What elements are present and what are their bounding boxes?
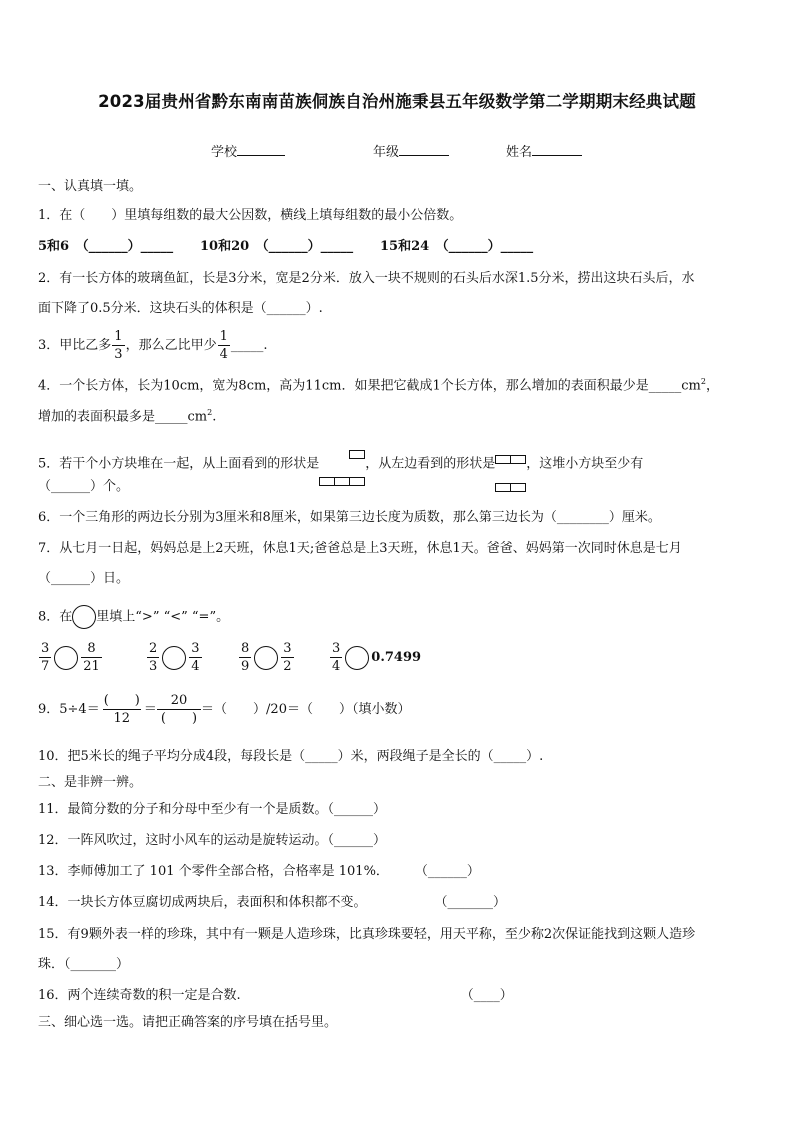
name-label: 姓名 [506,145,533,160]
question-15-line-1: 15．有9颗外表一样的珍珠，其中有一颗是人造珍珠，比真珍珠要轻，用天平称，至少称2次保证能找到这颗人造珍 [38,927,696,942]
question-4-line-1: 4．一个长方体，长为10cm，宽为8cm，高为11cm．如果把它截成1个长方体，那么增加的表面积最少是$\_\_\_\_\_cm^2$， [38,377,719,394]
left-view-shape [495,436,526,492]
question-1-group-2: 10和20 （______）_____ [200,239,354,254]
school-field[interactable] [211,141,285,160]
question-1-group-1: 5和6 （______）_____ [38,239,174,254]
grade-blank[interactable] [399,143,449,156]
question-9: 9．5÷4＝ $\frac{( )}{12}$ ＝ $\frac{20}{( )}$ ＝（ ）/20＝（ ）（填小数） [38,693,411,726]
question-8-pair-4: $\frac{3}{4}$ 0.7499 [332,641,422,674]
school-label: 学校 [211,145,238,160]
question-6: 6．一个三角形的两边长分别为3厘米和8厘米，如果第三边长度为质数，那么第三边长为（________）厘米。 [38,510,661,525]
question-16: 16．两个连续奇数的积一定是合数. （____） [38,988,513,1003]
question-7-line-1: 7．从七月一日起，妈妈总是上2天班，休息1天;爸爸总是上3天班，休息1天。爸爸、妈妈第一次同时休息是七月 [38,541,682,556]
question-4-line-2: 增加的表面积最多是$\_\_\_\_\_cm^2$. [38,408,217,425]
name-blank[interactable] [532,143,582,156]
question-3 [38,329,268,363]
section-1-heading: 一、认真填一填。 [38,179,143,194]
fraction-one-fourth: $\frac{1}{4}$ [219,329,228,362]
question-1-text: 1．在（ ）里填每组数的最大公因数，横线上填每组数的最小公倍数。 [38,208,463,223]
question-3-part-b: ，那么乙比甲少 [125,338,217,353]
question-2-line-2: 面下降了0.5分米．这块石头的体积是（______）. [38,301,323,316]
compare-circle-sample [72,605,96,629]
question-8-pair-3: $\frac{8}{9}$ $\frac{3}{2}$ [241,641,292,674]
question-3-part-c: _____. [230,338,268,353]
fraction-20-over-blank: $\frac{20}{( )}$ [157,694,201,725]
compare-circle-4[interactable] [345,646,369,670]
grade-field[interactable] [373,141,449,160]
question-8-pair-2: $\frac{2}{3}$ $\frac{3}{4}$ [149,641,200,674]
question-8-instruction: 8．在 里填上“>” “<” “=”。 [38,605,229,630]
question-11: 11．最简分数的分子和分母中至少有一个是质数。（______） [38,802,387,817]
section-2-heading: 二、是非辨一辨。 [38,775,143,790]
school-blank[interactable] [237,143,285,156]
question-8-pair-1: $\frac{3}{7}$ $\frac{8}{21}$ [41,641,100,674]
top-view-shape [319,442,365,486]
question-15-line-2: 珠．（_______） [38,957,130,972]
compare-circle-2[interactable] [162,646,186,670]
question-2-line-1: 2．有一长方体的玻璃鱼缸，长是3分米，宽是2分米．放入一块不规则的石头后水深1.5分米，捞出这块石头后，水 [38,271,695,286]
question-14: 14．一块长方体豆腐切成两块后，表面积和体积都不变。 （_______） [38,895,507,910]
question-1-group-3: 15和24 （______）_____ [380,239,534,254]
page-title: 2023届贵州省黔东南南苗族侗族自治州施秉县五年级数学第二学期期末经典试题 [98,92,696,111]
compare-circle-1[interactable] [54,646,78,670]
question-5-line-1: 5．若干个小方块堆在一起，从上面看到的形状是 ，从左边看到的形状是 ，这堆小方块至少有 [38,436,643,492]
grade-label: 年级 [373,145,400,160]
question-10: 10．把5米长的绳子平均分成4段，每段长是（_____）米，两段绳子是全长的（_____）. [38,749,544,764]
question-12: 12．一阵风吹过，这时小风车的运动是旋转运动。（______） [38,833,387,848]
compare-circle-3[interactable] [254,646,278,670]
name-field[interactable] [506,141,582,160]
question-3-part-a: 3．甲比乙多 [38,338,112,353]
fraction-blank-over-12: $\frac{( )}{12}$ [103,693,140,726]
section-3-heading: 三、细心选一选。请把正确答案的序号填在括号里。 [38,1015,338,1030]
fraction-one-third: $\frac{1}{3}$ [114,329,123,362]
question-5-line-2: （______）个。 [38,479,130,494]
question-13: 13．李师傅加工了 101 个零件全部合格，合格率是 101%． （______） [38,864,480,879]
question-7-line-2: （______）日。 [38,571,130,586]
